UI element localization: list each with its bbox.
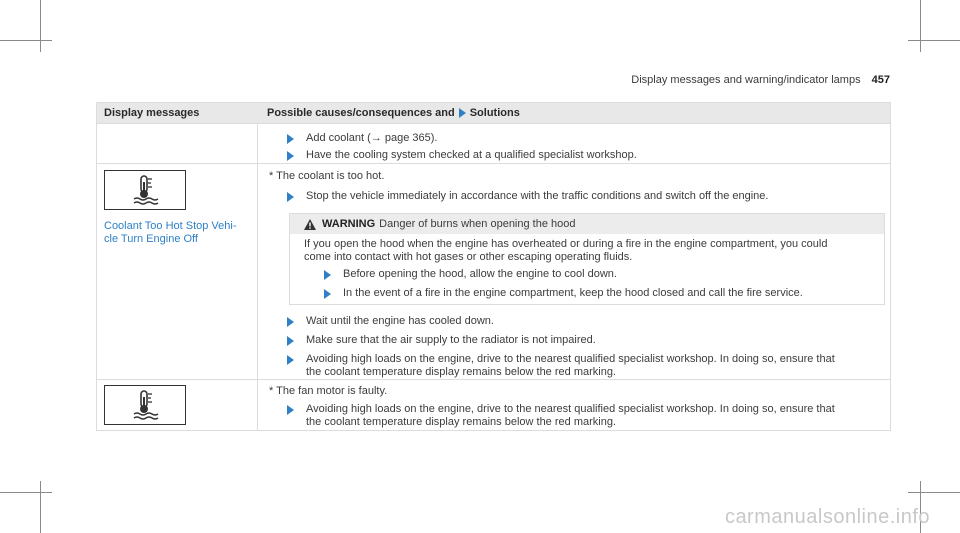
coolant-temperature-icon bbox=[104, 385, 186, 425]
table-row bbox=[97, 379, 890, 432]
message-label-line: cle Turn Engine Off bbox=[104, 233, 198, 245]
step-text bbox=[306, 403, 835, 429]
crop-mark bbox=[920, 0, 921, 52]
blue-triangle-icon bbox=[287, 405, 294, 415]
display-messages-table bbox=[96, 102, 891, 431]
blue-triangle-icon bbox=[287, 151, 294, 161]
solution-step bbox=[287, 132, 437, 145]
solution-step bbox=[287, 353, 835, 379]
warning-title: Danger of burns when opening the hood bbox=[379, 218, 576, 230]
page-number: 457 bbox=[871, 74, 890, 86]
step-text: Add coolant (→ page 365). bbox=[306, 132, 438, 144]
crop-mark bbox=[908, 492, 960, 493]
table-header bbox=[97, 103, 890, 123]
coolant-temperature-icon bbox=[104, 170, 186, 210]
warning-step bbox=[324, 268, 617, 280]
blue-triangle-icon bbox=[324, 270, 331, 280]
step-text: Before opening the hood, allow the engine to cool down. bbox=[343, 268, 617, 280]
crop-mark bbox=[908, 40, 960, 41]
col-header-solutions bbox=[267, 107, 520, 119]
warning-body bbox=[304, 238, 874, 264]
warning-label: WARNING bbox=[322, 218, 376, 230]
col-header-text: Solutions bbox=[469, 107, 520, 119]
cause-text: * The coolant is too hot. bbox=[269, 170, 385, 182]
table-row bbox=[97, 163, 890, 380]
warning-body-line: come into contact with hot gases or other escaping operating fluids. bbox=[304, 251, 633, 263]
col-header-display-messages: Display messages bbox=[104, 107, 200, 119]
blue-triangle-icon bbox=[324, 289, 331, 299]
blue-triangle-icon bbox=[287, 134, 294, 144]
cause-text: * The fan motor is faulty. bbox=[269, 385, 388, 397]
crop-mark bbox=[0, 40, 52, 41]
step-text-line: Avoiding high loads on the engine, drive to the nearest qualified specialist workshop. In doing so, ensure that bbox=[306, 403, 835, 415]
step-text-line: the coolant temperature display remains below the red marking. bbox=[306, 366, 616, 378]
solution-step bbox=[287, 190, 768, 203]
step-text-line: the coolant temperature display remains below the red marking. bbox=[306, 416, 616, 428]
crop-mark bbox=[40, 481, 41, 533]
warning-body-line: If you open the hood when the engine has overheated or during a fire in the engine compartment, you could bbox=[304, 238, 828, 250]
page-header bbox=[631, 74, 890, 86]
message-label bbox=[104, 220, 237, 246]
watermark: carmanualsonline.info bbox=[724, 506, 930, 528]
crop-mark bbox=[40, 0, 41, 52]
blue-triangle-icon bbox=[287, 336, 294, 346]
warning-box bbox=[289, 213, 885, 305]
blue-triangle-icon bbox=[287, 355, 294, 365]
blue-triangle-icon bbox=[287, 192, 294, 202]
step-text: In the event of a fire in the engine compartment, keep the hood closed and call the fire service. bbox=[343, 287, 803, 299]
step-text: Stop the vehicle immediately in accordance with the traffic conditions and switch off the engine. bbox=[306, 190, 769, 202]
solution-step bbox=[287, 315, 494, 328]
solution-step bbox=[287, 334, 596, 347]
warning-triangle-icon bbox=[304, 219, 316, 230]
message-label-line: Coolant Too Hot Stop Vehi- bbox=[104, 220, 237, 232]
crop-mark bbox=[0, 492, 52, 493]
solution-step bbox=[287, 403, 835, 429]
warning-step bbox=[324, 287, 803, 299]
blue-triangle-icon bbox=[459, 108, 466, 118]
page-header-title: Display messages and warning/indicator lamps bbox=[631, 74, 861, 86]
step-text: Have the cooling system checked at a qualified specialist workshop. bbox=[306, 149, 637, 161]
step-text: Make sure that the air supply to the radiator is not impaired. bbox=[306, 334, 596, 346]
col-header-text: Possible causes/consequences and bbox=[267, 107, 455, 119]
table-row bbox=[97, 123, 890, 164]
blue-triangle-icon bbox=[287, 317, 294, 327]
warning-header bbox=[290, 214, 884, 234]
step-text bbox=[306, 353, 835, 379]
solution-step bbox=[287, 149, 637, 162]
step-text-line: Avoiding high loads on the engine, drive to the nearest qualified specialist workshop. In doing so, ensure that bbox=[306, 353, 835, 365]
step-text: Wait until the engine has cooled down. bbox=[306, 315, 494, 327]
